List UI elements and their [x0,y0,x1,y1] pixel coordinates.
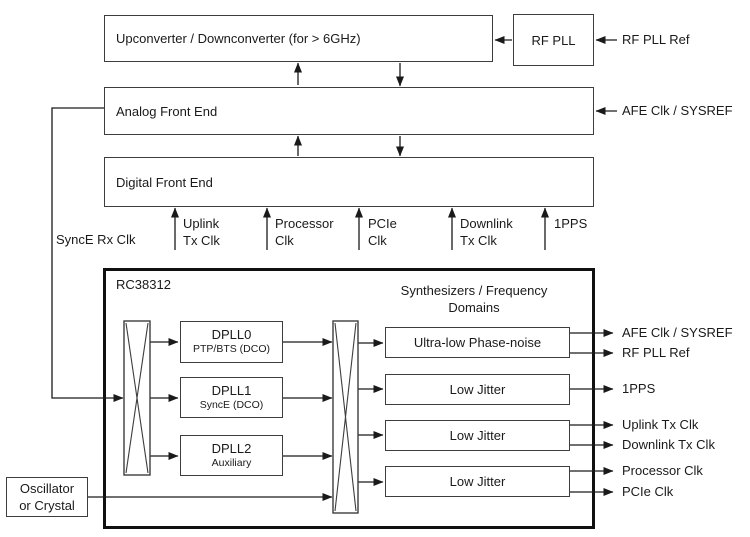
oscillator-box [6,477,88,517]
upconverter-box [104,15,493,62]
dpll1-name: DPLL1 [211,382,252,398]
oscillator-line1: Oscillator [19,481,75,496]
synthesizers-subtitle [378,282,570,316]
rf-pll-ref-input-label: RF PLL Ref [622,32,690,47]
clock-input-label-downlink [460,215,513,249]
clock-input-line1: Downlink [460,216,513,231]
clock-input-label-1pps [554,215,587,232]
synth-box-ultra-low-phase-noise [385,327,570,358]
dpll2-box [180,435,283,476]
rf-pll-label: RF PLL [531,32,576,48]
synth-label: Low Jitter [449,428,506,443]
synth-label: Ultra-low Phase-noise [413,335,542,350]
afe-clk-input-label: AFE Clk / SYSREF [622,103,733,118]
clock-input-line2: Clk [368,233,387,248]
output-label-uplink-tx: Uplink Tx Clk [622,417,699,432]
rc38312-title: RC38312 [116,277,171,292]
clock-input-label-uplink [183,215,220,249]
clock-input-label-pcie [368,215,397,249]
output-label-downlink-tx: Downlink Tx Clk [622,437,715,452]
dpll2-name: DPLL2 [211,440,252,456]
upconverter-label: Upconverter / Downconverter (for > 6GHz) [116,31,361,46]
analog-front-end-box [104,87,594,135]
output-label-processor: Processor Clk [622,463,703,478]
dpll0-box [180,321,283,363]
dpll1-box [180,377,283,418]
clock-input-line2: Clk [275,233,294,248]
clock-input-line1: 1PPS [554,216,588,231]
clock-input-line1: PCIe [368,216,397,231]
dpll2-sub: Auxiliary [211,456,252,469]
synce-rx-clk-label: SyncE Rx Clk [56,232,136,247]
digital-front-end-box [104,157,594,207]
clock-input-label-processor [275,215,334,249]
synth-box-low-jitter-2 [385,420,570,451]
clock-input-line1: Processor [275,216,334,231]
output-label-1pps: 1PPS [622,381,656,396]
clock-input-line2: Tx Clk [460,233,497,248]
oscillator-line2: or Crystal [19,498,75,513]
analog-front-end-label: Analog Front End [116,103,218,119]
clock-input-line1: Uplink [183,216,220,231]
clock-input-line2: Tx Clk [183,233,220,248]
synthesizers-subtitle-line2: Domains [448,300,500,315]
dpll1-sub: SyncE (DCO) [199,398,264,411]
synth-label: Low Jitter [449,382,506,397]
synth-label: Low Jitter [449,474,506,489]
synthesizers-subtitle-line1: Synthesizers / Frequency [400,283,548,298]
digital-front-end-label: Digital Front End [116,174,213,190]
output-label-afe-clk: AFE Clk / SYSREF [622,325,733,340]
dpll0-name: DPLL0 [211,327,252,342]
synth-box-low-jitter-1 [385,374,570,405]
rf-pll-box [513,14,594,66]
dpll0-sub: PTP/BTS (DCO) [192,343,270,355]
synth-box-low-jitter-3 [385,466,570,497]
output-label-rf-pll-ref: RF PLL Ref [622,345,690,360]
output-label-pcie: PCIe Clk [622,484,674,499]
